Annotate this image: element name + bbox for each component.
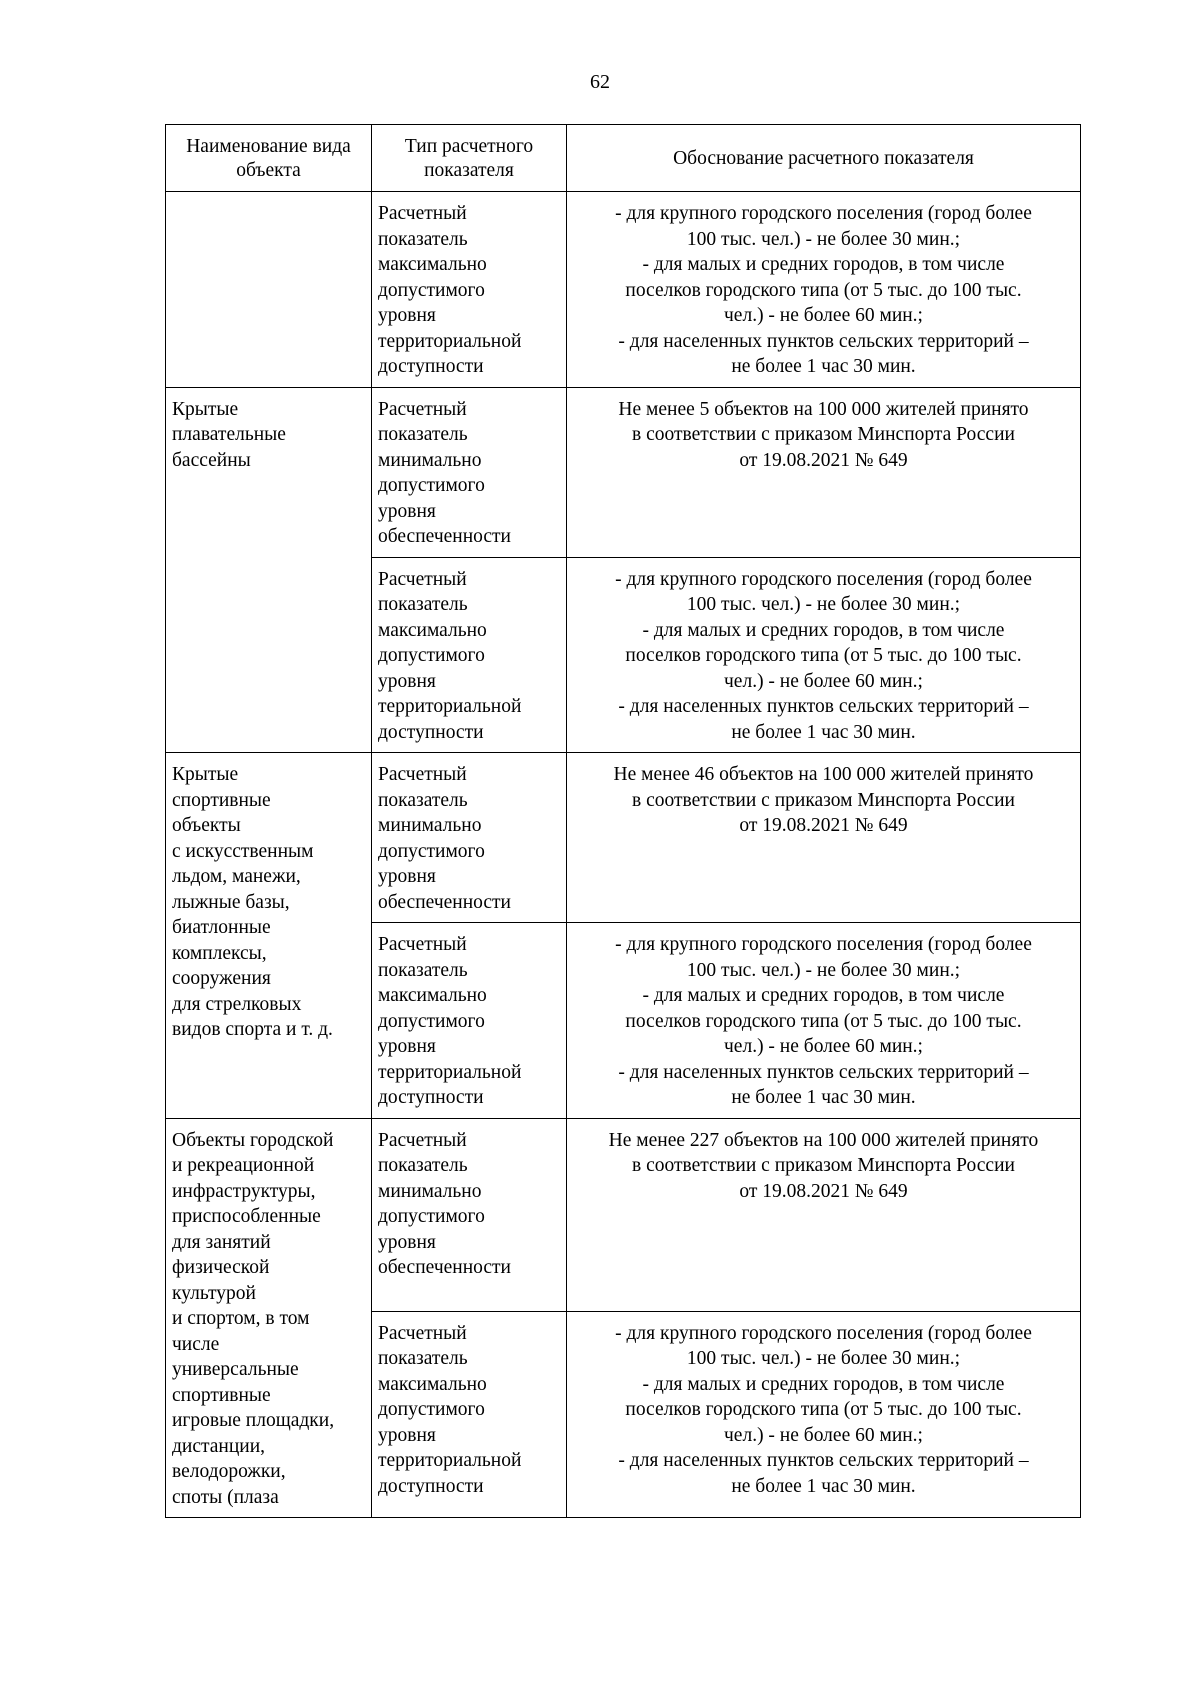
cell-line: дистанции, [172, 1435, 266, 1457]
object-name-cell [166, 1118, 372, 1518]
cell-line: споты (плаза [172, 1486, 279, 1508]
cell-line: уровня [378, 1231, 436, 1253]
cell-line: уровня [378, 670, 436, 692]
cell-line: в соответствии с приказом Минспорта России [632, 424, 1015, 445]
cell-line: бассейны [172, 449, 251, 471]
cell-line: и спортом, в том [172, 1308, 310, 1329]
cell-line: Расчетный [378, 1129, 467, 1151]
header-indicator-type [372, 125, 567, 192]
cell-line: Расчетный [378, 764, 467, 785]
cell-line: показатель [378, 1348, 468, 1369]
cell-line: поселков городского типа (от 5 тыс. до 100 тыс. [625, 1010, 1022, 1032]
cell-line: доступности [378, 721, 484, 743]
page-number: 62 [590, 71, 610, 93]
cell-line: обеспеченности [378, 1257, 511, 1278]
cell-line: не более 1 час 30 мин. [731, 1087, 916, 1108]
indicator-type-cell [372, 1311, 567, 1518]
cell-line: для стрелковых [172, 993, 302, 1015]
cell-line: культурой [172, 1282, 256, 1304]
cell-line: Не менее 5 объектов на 100 000 жителей принято [618, 398, 1029, 420]
cell-line: Расчетный [378, 1322, 467, 1344]
cell-line: Крытые [172, 764, 239, 785]
cell-line: комплексы, [172, 942, 267, 964]
indicator-type-cell [372, 387, 567, 557]
indicator-type-cell [372, 192, 567, 388]
object-name-cell [166, 753, 372, 1119]
cell-line: Не менее 227 объектов на 100 000 жителей принято [608, 1129, 1039, 1151]
indicator-basis-cell [567, 192, 1081, 388]
cell-line: поселков городского типа (от 5 тыс. до 100 тыс. [625, 279, 1022, 301]
cell-line: показатель [378, 594, 468, 615]
cell-line: числе [172, 1333, 220, 1355]
cell-line: уровня [378, 1036, 436, 1057]
table-row [166, 1118, 1081, 1311]
cell-line: Крытые [172, 398, 239, 420]
cell-line: максимально [378, 254, 487, 275]
cell-line: от 19.08.2021 № 649 [739, 815, 908, 836]
cell-line: допустимого [378, 1399, 485, 1420]
cell-line: показатель [378, 424, 468, 445]
cell-line: от 19.08.2021 № 649 [739, 449, 908, 471]
indicator-basis-cell [567, 557, 1081, 753]
object-name-cell [166, 387, 372, 753]
cell-line: Расчетный [378, 934, 467, 955]
cell-line: Расчетный [378, 203, 467, 224]
cell-line: максимально [378, 1373, 487, 1395]
header-line: Наименование вида [186, 136, 351, 157]
indicator-basis-cell [567, 387, 1081, 557]
norms-table [165, 124, 1081, 1518]
cell-line: плавательные [172, 424, 286, 445]
cell-line: максимально [378, 619, 487, 641]
cell-line: минимально [378, 1180, 482, 1202]
cell-line: универсальные [172, 1359, 299, 1380]
cell-line: спортивные [172, 1384, 271, 1406]
cell-line: - для населенных пунктов сельских территорий – [618, 1450, 1029, 1471]
cell-line: показатель [378, 1155, 468, 1176]
cell-line: не более 1 час 30 мин. [731, 356, 916, 377]
table-row [166, 753, 1081, 923]
cell-line: Расчетный [378, 398, 467, 420]
cell-line: поселков городского типа (от 5 тыс. до 100 тыс. [625, 1399, 1022, 1420]
cell-line: доступности [378, 356, 484, 377]
cell-line: уровня [378, 500, 436, 522]
cell-line: от 19.08.2021 № 649 [739, 1180, 908, 1202]
cell-line: не более 1 час 30 мин. [731, 721, 916, 743]
cell-line: чел.) - не более 60 мин.; [724, 305, 923, 326]
cell-line: в соответствии с приказом Минспорта России [632, 789, 1015, 811]
cell-line: территориальной [378, 330, 522, 352]
indicator-basis-cell [567, 923, 1081, 1119]
header-line: объекта [236, 160, 301, 181]
cell-line: допустимого [378, 1010, 485, 1032]
cell-line: - для населенных пунктов сельских территорий – [618, 1061, 1029, 1083]
cell-line: обеспеченности [378, 526, 511, 547]
table-row [166, 192, 1081, 388]
cell-line: чел.) - не более 60 мин.; [724, 670, 923, 692]
cell-line: 100 тыс. чел.) - не более 30 мин.; [686, 1348, 961, 1369]
cell-line: физической [172, 1257, 270, 1278]
cell-line: максимально [378, 985, 487, 1006]
cell-line: объекты [172, 815, 241, 836]
cell-line: спортивные [172, 789, 271, 811]
cell-line: уровня [378, 1424, 436, 1446]
table-header-row [166, 125, 1081, 192]
cell-line: показатель [378, 228, 468, 250]
cell-line: показатель [378, 959, 468, 981]
header-line: показателя [424, 160, 514, 181]
cell-line: велодорожки, [172, 1461, 286, 1482]
cell-line: 100 тыс. чел.) - не более 30 мин.; [686, 228, 961, 250]
cell-line: - для крупного городского поселения (город более [615, 203, 1032, 224]
cell-line: допустимого [378, 840, 485, 862]
indicator-basis-cell [567, 753, 1081, 923]
cell-line: допустимого [378, 279, 485, 301]
indicator-basis-cell [567, 1118, 1081, 1311]
indicator-type-cell [372, 557, 567, 753]
cell-line: обеспеченности [378, 891, 511, 913]
cell-line: 100 тыс. чел.) - не более 30 мин.; [686, 594, 961, 615]
header-indicator-basis [567, 125, 1081, 192]
cell-line: приспособленные [172, 1206, 321, 1227]
indicator-type-cell [372, 1118, 567, 1311]
cell-line: доступности [378, 1087, 484, 1108]
header-line: Обоснование расчетного показателя [673, 148, 974, 169]
cell-line: допустимого [378, 1206, 485, 1227]
cell-line: Объекты городской [172, 1129, 334, 1151]
cell-line: сооружения [172, 968, 271, 989]
cell-line: игровые площадки, [172, 1410, 335, 1431]
cell-line: территориальной [378, 1061, 522, 1083]
cell-line: поселков городского типа (от 5 тыс. до 100 тыс. [625, 645, 1022, 666]
cell-line: - для населенных пунктов сельских территорий – [618, 696, 1029, 717]
cell-line: и рекреационной [172, 1155, 315, 1176]
cell-line: - для малых и средних городов, в том числе [642, 619, 1005, 641]
indicator-type-cell [372, 923, 567, 1119]
cell-line: льдом, манежи, [172, 866, 301, 887]
cell-line: - для населенных пунктов сельских территорий – [618, 330, 1029, 352]
cell-line: минимально [378, 449, 482, 471]
cell-line: уровня [378, 866, 436, 887]
cell-line: чел.) - не более 60 мин.; [724, 1036, 923, 1057]
cell-line: чел.) - не более 60 мин.; [724, 1424, 923, 1446]
indicator-type-cell [372, 753, 567, 923]
cell-line: не более 1 час 30 мин. [731, 1475, 916, 1497]
cell-line: - для малых и средних городов, в том числе [642, 1373, 1005, 1395]
cell-line: - для малых и средних городов, в том числе [642, 254, 1005, 275]
cell-line: минимально [378, 815, 482, 836]
cell-line: - для крупного городского поселения (город более [615, 1322, 1032, 1344]
cell-line: видов спорта и т. д. [172, 1019, 333, 1040]
header-object-name [166, 125, 372, 192]
cell-line: в соответствии с приказом Минспорта России [632, 1155, 1015, 1176]
cell-line: биатлонные [172, 917, 271, 938]
header-line: Тип расчетного [404, 136, 534, 157]
cell-line: инфраструктуры, [172, 1180, 316, 1202]
cell-line: доступности [378, 1475, 484, 1497]
indicator-basis-cell [567, 1311, 1081, 1518]
cell-line: с искусственным [172, 840, 314, 862]
cell-line: Не менее 46 объектов на 100 000 жителей принято [613, 764, 1034, 785]
cell-line: для занятий [172, 1231, 271, 1253]
cell-line: показатель [378, 789, 468, 811]
cell-line: Расчетный [378, 568, 467, 590]
cell-line: лыжные базы, [172, 891, 290, 913]
cell-line: - для крупного городского поселения (город более [615, 568, 1032, 590]
cell-line: - для крупного городского поселения (город более [615, 934, 1032, 955]
cell-line: 100 тыс. чел.) - не более 30 мин.; [686, 959, 961, 981]
table-row [166, 387, 1081, 557]
cell-line: - для малых и средних городов, в том числе [642, 985, 1005, 1006]
cell-line: уровня [378, 305, 436, 326]
cell-line: допустимого [378, 645, 485, 666]
cell-line: допустимого [378, 475, 485, 496]
object-name-cell [166, 192, 372, 388]
cell-line: территориальной [378, 1450, 522, 1471]
cell-line: территориальной [378, 696, 522, 717]
